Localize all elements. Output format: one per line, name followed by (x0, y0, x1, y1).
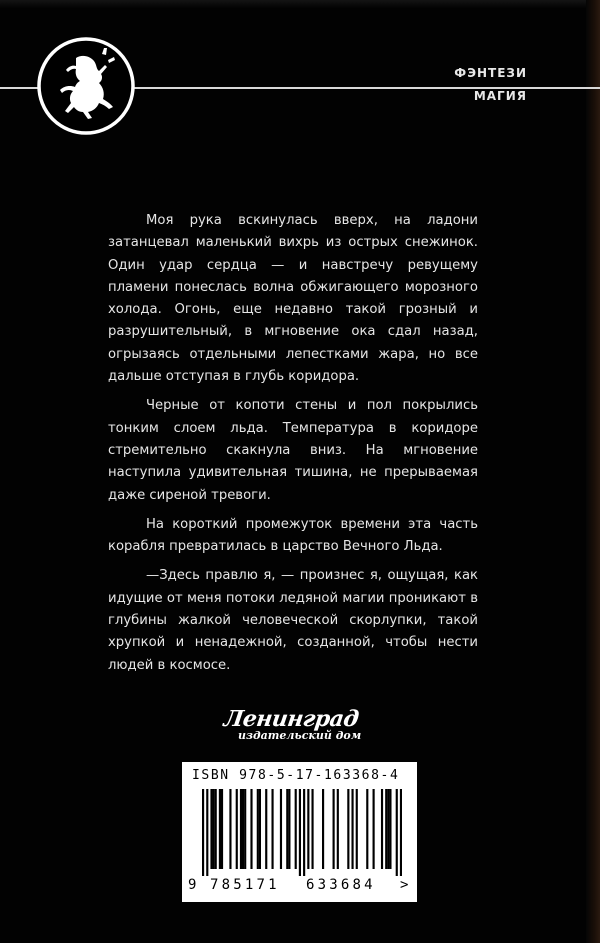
barcode-arrow: > (400, 877, 409, 893)
genre-magic: МАГИЯ (473, 89, 527, 103)
barcode-bar (265, 789, 267, 869)
barcode-first-digit: 9 (188, 877, 197, 893)
barcode-bar (311, 789, 313, 869)
cover-edge (586, 0, 600, 943)
barcode-right-group: 633684 (306, 877, 376, 893)
barcode-bar (206, 789, 208, 876)
barcode-bar (240, 789, 242, 869)
top-edge (0, 0, 600, 8)
barcode-bar (322, 789, 324, 869)
isbn-label: ISBN 978-5-17-163368-4 (192, 768, 400, 783)
barcode-bar (303, 789, 305, 876)
barcode-bar (356, 789, 358, 869)
blurb-paragraph: —Здесь правлю я, — произнес я, ощущая, как идущие от меня потоки ледяной магии проникают в глубины жалкой человеческой скорлупки, такой хрупкой и ненадежной, созданной, чтобы нести людей в космосе. (108, 568, 478, 673)
genre-fantasy: ФЭНТЕЗИ (454, 66, 527, 80)
blurb-paragraph: Моя рука вскинулась вверх, на ладони затанцевал маленький вихрь из острых снежинок. Один удар сердца — и навстречу ревущему пламени понеслась волна обжигающего морозного холода. Огонь, еще недавно такой грозный и разрушительный, в мгновение ока сдал назад, огрызаясь отдельными лепестками жара, но все дальше отступая в глубь коридора. (108, 213, 478, 385)
blurb-paragraph: Черные от копоти стены и пол покрылись тонким слоем льда. Температура в коридоре стремительно скакнула вниз. На мгновение наступила удивительная тишина, не прерываемая даже сиреной тревоги. (108, 398, 478, 503)
barcode-bar (366, 789, 368, 869)
barcode-bar (385, 789, 387, 869)
barcode-bar (257, 789, 259, 869)
blurb-paragraph: На короткий промежуток времени эта часть корабля превратилась в царство Вечного Льда. (108, 516, 478, 555)
barcode-bar (307, 789, 309, 869)
barcode-bar (259, 789, 261, 869)
barcode-bar (202, 789, 204, 876)
barcode-bar (286, 789, 288, 869)
barcode-bar (351, 789, 353, 869)
publisher-subtitle: издательский дом (238, 729, 362, 742)
barcode-bar (242, 789, 244, 869)
barcode-bar (373, 789, 375, 869)
publisher-logo (224, 706, 374, 742)
barcode-bar (221, 789, 223, 869)
barcode-bar (271, 789, 273, 869)
barcode-bar (337, 789, 339, 869)
barcode-bar (381, 789, 383, 869)
barcode-bar (299, 789, 301, 876)
barcode-bar (295, 789, 297, 869)
barcode-bar (210, 789, 212, 869)
blurb-text (108, 210, 478, 684)
barcode-bar (400, 789, 402, 876)
barcode-bar (280, 789, 282, 869)
barcode-bar (229, 789, 231, 869)
barcode-bar (250, 789, 252, 869)
barcode-bars (202, 789, 402, 876)
barcode-bar (347, 789, 349, 869)
barcode-bar (387, 789, 389, 869)
barcode-bar (389, 789, 391, 869)
barcode-left-group: 785171 (210, 877, 280, 893)
rampant-lion-icon (36, 36, 136, 136)
barcode-bar (213, 789, 215, 869)
publisher-name: Ленинград (222, 706, 361, 732)
barcode-bar (219, 789, 221, 869)
barcode-bar (396, 789, 398, 876)
barcode-bar (333, 789, 335, 869)
barcode-bar (288, 789, 290, 869)
genre-labels (454, 65, 527, 104)
barcode-bar (215, 789, 217, 869)
barcode-bar (236, 789, 238, 869)
barcode-panel (182, 762, 417, 902)
barcode-bar (244, 789, 246, 869)
